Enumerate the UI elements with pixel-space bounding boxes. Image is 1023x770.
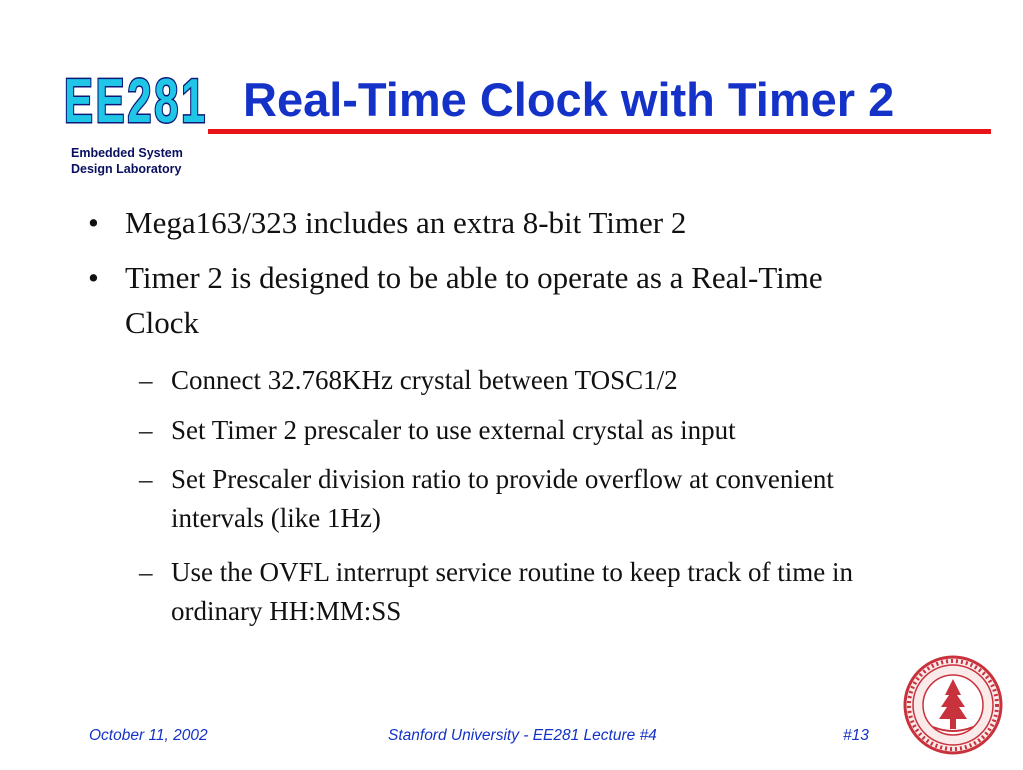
sub-bullet-text: Set Prescaler division ratio to provide overflow at convenient intervals (like 1Hz) bbox=[171, 464, 834, 533]
slide-title: Real-Time Clock with Timer 2 bbox=[243, 73, 895, 126]
sub-bullet-text: Set Timer 2 prescaler to use external crystal as input bbox=[171, 415, 736, 445]
footer-course: Stanford University - EE281 Lecture #4 bbox=[388, 727, 657, 744]
lab-name-line1: Embedded System bbox=[71, 146, 183, 160]
sub-bullet-item bbox=[139, 460, 879, 538]
lab-name-line2: Design Laboratory bbox=[71, 162, 182, 176]
footer-slide-number: #13 bbox=[843, 727, 869, 744]
sub-bullet-item bbox=[139, 553, 929, 631]
stanford-seal-icon bbox=[903, 655, 1003, 755]
footer-date: October 11, 2002 bbox=[89, 727, 208, 744]
bullet-text: Mega163/323 includes an extra 8-bit Timer 2 bbox=[125, 205, 687, 240]
sub-bullet-marker: – bbox=[139, 365, 153, 395]
sub-bullet-item bbox=[139, 411, 929, 450]
sub-bullet-marker: – bbox=[139, 557, 153, 587]
bullet-text: Timer 2 is designed to be able to operate as a Real-Time Clock bbox=[125, 260, 823, 340]
bullet-item bbox=[88, 255, 878, 345]
sub-bullet-text: Use the OVFL interrupt service routine to keep track of time in ordinary HH:MM:SS bbox=[171, 557, 854, 626]
sub-bullet-item bbox=[139, 361, 929, 400]
sub-bullet-marker: – bbox=[139, 415, 153, 445]
sub-bullet-text: Connect 32.768KHz crystal between TOSC1/2 bbox=[171, 365, 678, 395]
bullet-item bbox=[88, 200, 908, 245]
bullet-marker: • bbox=[88, 205, 99, 240]
logo-text: EE281 bbox=[64, 67, 208, 136]
bullet-marker: • bbox=[88, 260, 99, 295]
sub-bullet-marker: – bbox=[139, 464, 153, 494]
